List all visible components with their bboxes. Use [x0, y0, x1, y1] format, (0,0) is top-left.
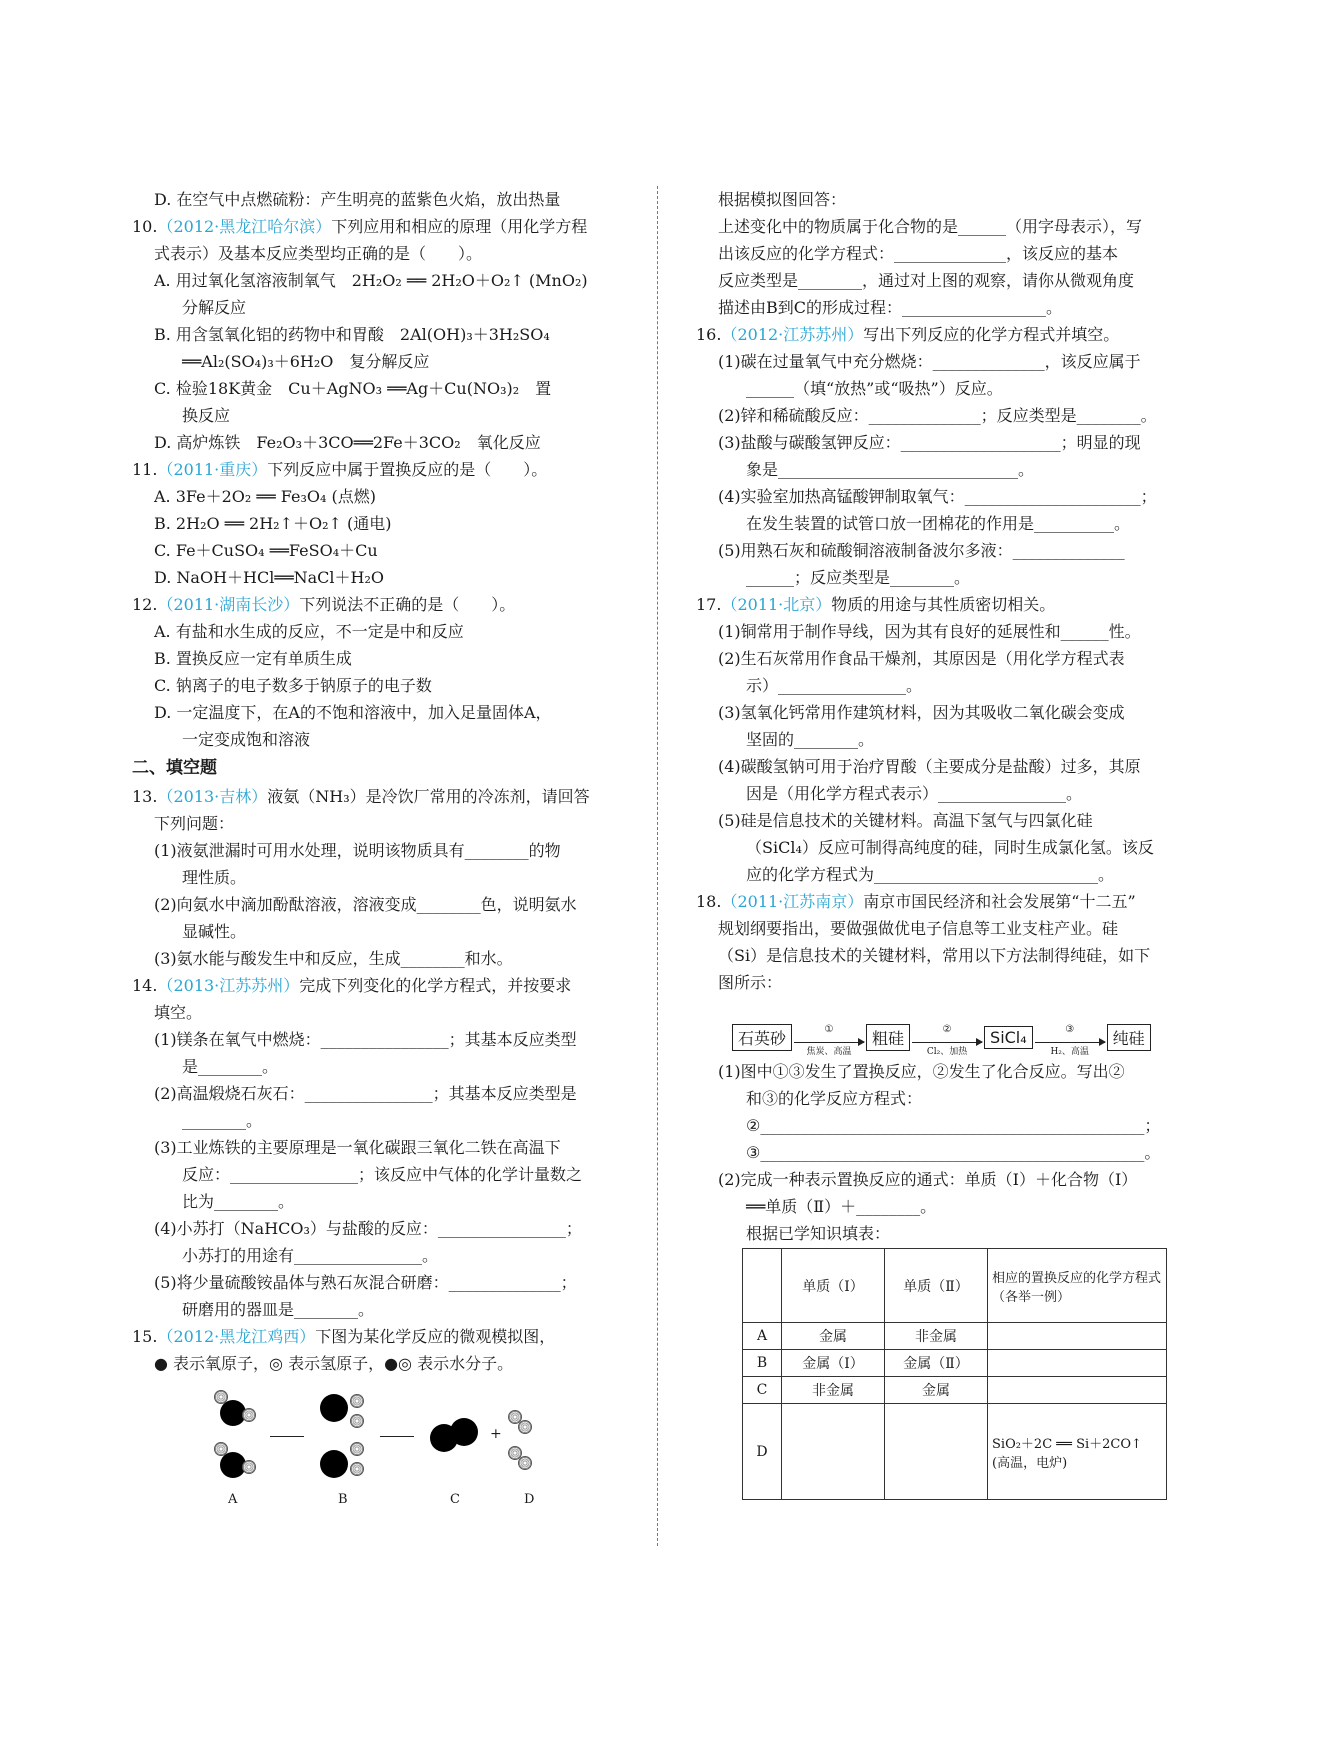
question-source: （2012·黑龙江哈尔滨） — [157, 217, 332, 236]
flow-box: 石英砂 — [732, 1024, 792, 1051]
flow-box: 粗硅 — [866, 1024, 910, 1051]
text-line — [696, 1112, 1170, 1139]
column-divider — [657, 186, 658, 1546]
line-text: B. 置换反应一定有单质生成 — [154, 649, 352, 668]
question-number: 16. — [696, 325, 722, 344]
table-cell: 金属 — [885, 1377, 988, 1404]
line-text: D. 高炉炼铁 Fe₂O₃＋3CO══2Fe＋3CO₂ 氧化反应 — [154, 433, 541, 452]
line-text: ③________________________________________________。 — [746, 1143, 1161, 1162]
text-line — [696, 861, 1170, 888]
table-cell: C — [743, 1377, 782, 1404]
text-line — [132, 375, 652, 402]
text-line — [696, 726, 1170, 753]
table-cell: 金属（Ⅰ） — [782, 1350, 885, 1377]
question-line — [132, 591, 652, 618]
line-text: （Si）是信息技术的关键材料，常用以下方法制得纯硅，如下 — [718, 946, 1151, 965]
line-text: (3)氢氧化钙常用作建筑材料，因为其吸收二氧化碳会变成 — [718, 703, 1125, 722]
text-line — [132, 1161, 652, 1188]
question-source: （2011·北京） — [721, 595, 832, 614]
line-text: 描述由B到C的形成过程：__________________。 — [718, 298, 1063, 317]
line-text: 分解反应 — [182, 298, 247, 317]
text-line — [696, 1058, 1170, 1085]
text-line — [132, 810, 652, 837]
micro-label-b: B — [338, 1492, 348, 1507]
line-text: 图所示： — [718, 973, 783, 992]
line-text: 比为________。 — [182, 1192, 295, 1211]
line-text: 象是______________________________。 — [746, 460, 1035, 479]
line-text: A. 有盐和水生成的反应，不一定是中和反应 — [154, 622, 464, 641]
table-cell: 金属（Ⅱ） — [885, 1350, 988, 1377]
flow-box: SiCl₄ — [984, 1026, 1033, 1049]
text-line — [696, 780, 1170, 807]
micro-label-c: C — [450, 1492, 460, 1507]
line-text: A. 用过氧化氢溶液制氧气 2H₂O₂ ══ 2H₂O＋O₂↑ (MnO₂) — [154, 271, 588, 290]
line-text: D. NaOH＋HCl══NaCl＋H₂O — [154, 568, 385, 587]
section-heading: 二、填空题 — [132, 758, 217, 778]
oxygen-atom — [320, 1450, 348, 1478]
line-text: (5)用熟石灰和硫酸铜溶液制备波尔多液：______________ — [718, 541, 1125, 560]
text-line — [132, 402, 652, 429]
question-source: （2011·江苏南京） — [721, 892, 864, 911]
line-text: 下列反应中属于置换反应的是（ ）。 — [267, 460, 548, 479]
line-text: 下列说法不正确的是（ ）。 — [299, 595, 516, 614]
line-text: 规划纲要指出，要做强做优电子信息等工业支柱产业。硅 — [718, 919, 1119, 938]
text-line — [696, 483, 1170, 510]
flow-arrow: ③ H₂、高温 — [1035, 1032, 1105, 1043]
right-column-part2 — [696, 1058, 1170, 1247]
line-text: 式表示）及基本反应类型均正确的是（ ）。 — [154, 244, 483, 263]
text-line — [132, 1107, 652, 1134]
hydrogen-atom — [242, 1460, 256, 1474]
text-line — [132, 672, 652, 699]
hydrogen-atom — [518, 1420, 532, 1434]
line-text: (2)生石灰常用作食品干燥剂，其原因是（用化学方程式表 — [718, 649, 1125, 668]
question-line — [132, 1323, 652, 1350]
line-text: ══Al₂(SO₄)₃＋6H₂O 复分解反应 — [182, 352, 430, 371]
text-line — [132, 726, 652, 753]
question-number: 17. — [696, 595, 722, 614]
text-line — [132, 510, 652, 537]
right-column — [696, 186, 1170, 996]
line-text: 显碱性。 — [182, 922, 247, 941]
table-cell: D — [743, 1404, 782, 1500]
line-text: (4)碳酸氢钠可用于治疗胃酸（主要成分是盐酸）过多，其原 — [718, 757, 1141, 776]
line-text: D. 在空气中点燃硫粉：产生明亮的蓝紫色火焰，放出热量 — [154, 190, 561, 209]
text-line — [696, 942, 1170, 969]
text-line — [696, 1166, 1170, 1193]
line-text: (1)图中①③发生了置换反应，②发生了化合反应。写出② — [718, 1062, 1125, 1081]
question-number: 11. — [132, 460, 158, 479]
table-cell — [885, 1404, 988, 1500]
line-text: B. 2H₂O ══ 2H₂↑＋O₂↑ (通电) — [154, 514, 392, 533]
text-line — [132, 429, 652, 456]
table-header — [743, 1249, 782, 1323]
line-text: 南京市国民经济和社会发展第“十二五” — [863, 892, 1136, 911]
text-line — [696, 1139, 1170, 1166]
line-text: (5)将少量硫酸铵晶体与熟石灰混合研磨：______________； — [154, 1273, 577, 1292]
text-line — [696, 699, 1170, 726]
flow-arrow: ② Cl₂、加热 — [912, 1032, 982, 1043]
table-header: 相应的置换反应的化学方程式（各举一例） — [988, 1249, 1167, 1323]
question-source: （2012·黑龙江鸡西） — [157, 1327, 316, 1346]
question-line — [132, 456, 652, 483]
line-text: 小苏打的用途有________________。 — [182, 1246, 439, 1265]
line-text: 下列问题： — [154, 814, 235, 833]
text-line — [696, 213, 1170, 240]
text-line — [132, 837, 652, 864]
substitution-table-wrap — [742, 1248, 1167, 1500]
line-text: (1)碳在过量氧气中充分燃烧：______________，该反应属于 — [718, 352, 1141, 371]
line-text: 写出下列反应的化学方程式并填空。 — [863, 325, 1120, 344]
hydrogen-atom — [350, 1462, 364, 1476]
line-text: (1)液氨泄漏时可用水处理，说明该物质具有________的物 — [154, 841, 561, 860]
text-line — [696, 834, 1170, 861]
line-text: 液氨（NH₃）是冷饮厂常用的冷冻剂，请回答 — [267, 787, 590, 806]
text-line — [696, 1193, 1170, 1220]
line-text: (5)硅是信息技术的关键材料。高温下氢气与四氯化硅 — [718, 811, 1093, 830]
line-text: (2)完成一种表示置换反应的通式：单质（Ⅰ）＋化合物（Ⅰ） — [718, 1170, 1138, 1189]
table-header: 单质（Ⅱ） — [885, 1249, 988, 1323]
table-header: 单质（Ⅰ） — [782, 1249, 885, 1323]
text-line — [696, 969, 1170, 996]
line-text: 物质的用途与其性质密切相关。 — [831, 595, 1056, 614]
line-text: A. 3Fe＋2O₂ ══ Fe₃O₄ (点燃) — [154, 487, 376, 506]
question-number: 13. — [132, 787, 158, 806]
micro-label-a: A — [228, 1492, 238, 1507]
substitution-table — [742, 1248, 1167, 1500]
line-text: (1)铜常用于制作导线，因为其有良好的延展性和______性。 — [718, 622, 1141, 641]
table-cell — [988, 1350, 1167, 1377]
text-line — [696, 348, 1170, 375]
text-line — [132, 699, 652, 726]
line-text: (3)工业炼铁的主要原理是一氧化碳跟三氧化二铁在高温下 — [154, 1138, 561, 1157]
table-cell: SiO₂＋2C ══ Si＋2CO↑ (高温，电炉) — [988, 1404, 1167, 1500]
question-number: 12. — [132, 595, 158, 614]
text-line — [132, 483, 652, 510]
text-line — [696, 267, 1170, 294]
text-line — [132, 999, 652, 1026]
question-line — [132, 972, 652, 999]
line-text: 是________。 — [182, 1057, 279, 1076]
text-line — [696, 753, 1170, 780]
line-text: 根据模拟图回答： — [718, 190, 847, 209]
text-line — [696, 375, 1170, 402]
text-line — [696, 915, 1170, 942]
question-source: （2013·江苏苏州） — [157, 976, 300, 995]
table-cell: 金属 — [782, 1323, 885, 1350]
line-text: 在发生装置的试管口放一团棉花的作用是__________。 — [746, 514, 1131, 533]
line-text: (2)高温煅烧石灰石：________________；其基本反应类型是 — [154, 1084, 577, 1103]
table-cell: 非金属 — [782, 1377, 885, 1404]
line-text: (3)盐酸与碳酸氢钾反应：____________________；明显的现 — [718, 433, 1141, 452]
table-cell — [988, 1377, 1167, 1404]
text-line — [696, 456, 1170, 483]
text-line — [696, 618, 1170, 645]
line-text: ________。 — [182, 1111, 263, 1130]
flow-box: 纯硅 — [1107, 1024, 1151, 1051]
line-text: 应的化学方程式为____________________________。 — [746, 865, 1115, 884]
line-text: (2)向氨水中滴加酚酞溶液，溶液变成________色，说明氨水 — [154, 895, 577, 914]
hydrogen-atom — [518, 1456, 532, 1470]
line-text: B. 用含氢氧化铝的药物中和胃酸 2Al(OH)₃＋3H₂SO₄ — [154, 325, 550, 344]
line-text: 坚固的________。 — [746, 730, 875, 749]
text-line — [696, 537, 1170, 564]
line-text: D. 一定温度下，在A的不饱和溶液中，加入足量固体A， — [154, 703, 552, 722]
line-text: (4)小苏打（NaHCO₃）与盐酸的反应：________________； — [154, 1219, 582, 1238]
table-cell: 非金属 — [885, 1323, 988, 1350]
line-text: ______；反应类型是________。 — [746, 568, 971, 587]
line-text: 下图为某化学反应的微观模拟图， — [315, 1327, 556, 1346]
text-line — [132, 186, 652, 213]
hydrogen-atom — [350, 1414, 364, 1428]
question-source: （2011·重庆） — [157, 460, 268, 479]
text-line — [132, 294, 652, 321]
text-line — [696, 510, 1170, 537]
text-line — [132, 1080, 652, 1107]
question-line — [696, 591, 1170, 618]
line-text: 完成下列变化的化学方程式，并按要求 — [299, 976, 572, 995]
oxygen-atom — [320, 1394, 348, 1422]
text-line — [132, 891, 652, 918]
question-source: （2011·湖南长沙） — [157, 595, 300, 614]
reaction-arrow — [380, 1436, 414, 1437]
line-text: 上述变化中的物质属于化合物的是______（用字母表示），写 — [718, 217, 1143, 236]
line-text: (1)镁条在氧气中燃烧：________________；其基本反应类型 — [154, 1030, 577, 1049]
question-line — [132, 783, 652, 810]
text-line — [132, 864, 652, 891]
text-line — [696, 672, 1170, 699]
text-line — [132, 918, 652, 945]
text-line — [132, 1350, 652, 1377]
text-line — [696, 1220, 1170, 1247]
text-line — [132, 1026, 652, 1053]
hydrogen-atom — [350, 1442, 364, 1456]
line-text: ══单质（Ⅱ）＋________。 — [746, 1197, 937, 1216]
question-number: 10. — [132, 217, 158, 236]
line-text: ● 表示氧原子，◎ 表示氢原子，●◎ 表示水分子。 — [154, 1354, 514, 1373]
text-line — [132, 1269, 652, 1296]
text-line — [132, 945, 652, 972]
line-text: C. Fe＋CuSO₄ ══FeSO₄＋Cu — [154, 541, 378, 560]
line-text: 一定变成饱和溶液 — [182, 730, 311, 749]
left-column — [132, 186, 652, 1377]
line-text: (3)氨水能与酸发生中和反应，生成________和水。 — [154, 949, 513, 968]
text-line — [696, 564, 1170, 591]
text-line — [132, 1215, 652, 1242]
text-line — [132, 645, 652, 672]
text-line — [696, 186, 1170, 213]
line-text: ②________________________________________________； — [746, 1116, 1161, 1135]
line-text: 反应类型是________，通过对上图的观察，请你从微观角度 — [718, 271, 1135, 290]
text-line — [132, 1296, 652, 1323]
text-line — [696, 645, 1170, 672]
flow-arrow: ① 焦炭、高温 — [794, 1032, 864, 1043]
line-text: C. 检验18K黄金 Cu＋AgNO₃ ══Ag＋Cu(NO₃)₂ 置 — [154, 379, 552, 398]
line-text: 下列应用和相应的原理（用化学方程 — [331, 217, 588, 236]
text-line — [132, 564, 652, 591]
line-text: 反应：________________；该反应中气体的化学计量数之 — [182, 1165, 583, 1184]
question-line — [696, 321, 1170, 348]
text-line — [132, 1188, 652, 1215]
silicon-process-flow — [732, 1024, 1151, 1057]
line-text: 填空。 — [154, 1003, 203, 1022]
line-text: C. 钠离子的电子数多于钠原子的电子数 — [154, 676, 432, 695]
line-text: 研磨用的器皿是________。 — [182, 1300, 375, 1319]
table-cell — [988, 1323, 1167, 1350]
question-line — [132, 213, 652, 240]
question-line — [696, 888, 1170, 915]
reaction-arrow — [270, 1436, 304, 1437]
text-line — [696, 1085, 1170, 1112]
text-line — [132, 348, 652, 375]
text-line — [132, 1053, 652, 1080]
line-text: 换反应 — [182, 406, 231, 425]
text-line — [132, 1242, 652, 1269]
hydrogen-atom — [242, 1408, 256, 1422]
line-text: (2)锌和稀硫酸反应：______________；反应类型是________。 — [718, 406, 1157, 425]
line-text: 因是（用化学方程式表示）________________。 — [746, 784, 1083, 803]
plus-sign: + — [490, 1426, 502, 1442]
line-text: 出该反应的化学方程式：______________，该反应的基本 — [718, 244, 1119, 263]
line-text: （SiCl₄）反应可制得高纯度的硅，同时生成氯化氢。该反 — [746, 838, 1154, 857]
micro-reaction-diagram — [176, 1380, 636, 1570]
question-number: 15. — [132, 1327, 158, 1346]
question-source: （2012·江苏苏州） — [721, 325, 864, 344]
line-text: 理性质。 — [182, 868, 247, 887]
text-line — [132, 618, 652, 645]
hydrogen-atom — [350, 1394, 364, 1408]
text-line — [132, 537, 652, 564]
table-cell — [782, 1404, 885, 1500]
line-text: 根据已学知识填表： — [746, 1224, 891, 1243]
line-text: (4)实验室加热高锰酸钾制取氧气：______________________； — [718, 487, 1157, 506]
question-number: 18. — [696, 892, 722, 911]
line-text: 示）________________。 — [746, 676, 923, 695]
text-line — [696, 807, 1170, 834]
table-cell: B — [743, 1350, 782, 1377]
line-text: ______（填“放热”或“吸热”）反应。 — [746, 379, 1003, 398]
text-line — [696, 294, 1170, 321]
question-source: （2013·吉林） — [157, 787, 268, 806]
text-line — [132, 240, 652, 267]
text-line — [132, 321, 652, 348]
table-cell: A — [743, 1323, 782, 1350]
text-line — [132, 1134, 652, 1161]
micro-label-d: D — [524, 1492, 535, 1507]
text-line — [696, 402, 1170, 429]
text-line — [696, 240, 1170, 267]
oxygen-atom — [450, 1418, 478, 1446]
line-text: 和③的化学反应方程式： — [746, 1089, 923, 1108]
question-number: 14. — [132, 976, 158, 995]
text-line — [696, 429, 1170, 456]
text-line — [132, 267, 652, 294]
